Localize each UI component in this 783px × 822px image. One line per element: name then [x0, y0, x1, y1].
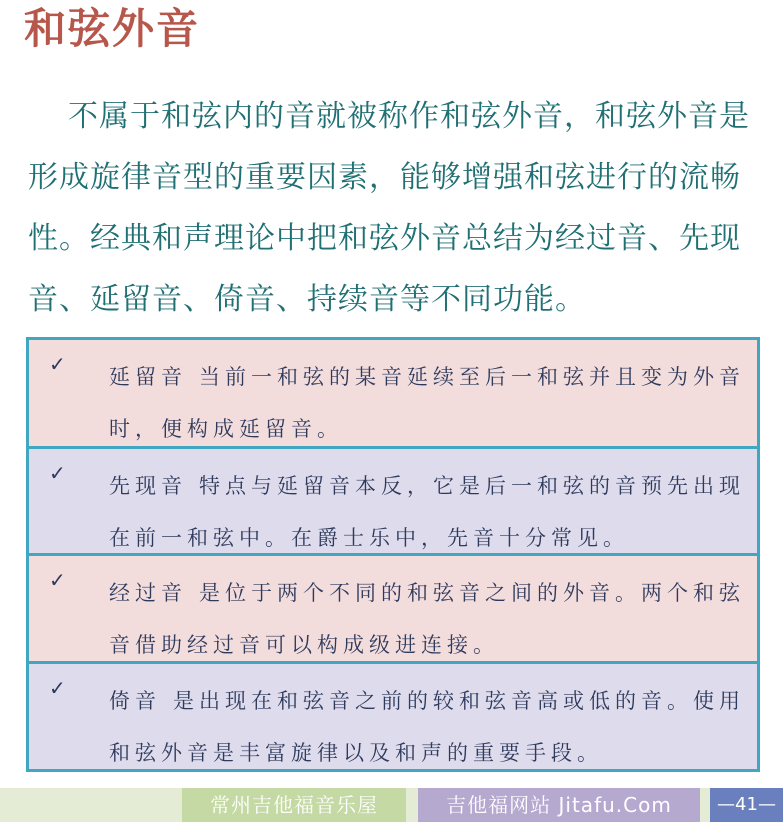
check-icon: ✓	[49, 676, 66, 700]
term-label: 先现音	[109, 474, 187, 498]
term-label: 延留音	[109, 365, 187, 389]
page-number: —41—	[710, 788, 783, 822]
list-item-appoggiatura	[29, 664, 757, 769]
intro-paragraph: 不属于和弦内的音就被称作和弦外音，和弦外音是形成旋律音型的重要因素，能够增强和弦进行的流畅性。经典和声理论中把和弦外音总结为经过音、先现音、延留音、倚音、持续音等不同功能。	[28, 99, 750, 317]
footer-site-name: 常州吉他福音乐屋	[182, 788, 406, 822]
term-description: 是位于两个不同的和弦音之间的外音。两个和弦音借助经过音可以构成级进连接。	[109, 581, 745, 657]
check-icon: ✓	[49, 568, 66, 592]
page-title: 和弦外音	[24, 4, 201, 53]
term-description: 特点与延留音本反，它是后一和弦的音预先出现在前一和弦中。在爵士乐中，先音十分常见。	[109, 474, 745, 550]
check-icon: ✓	[49, 352, 66, 376]
footer-site-url: 吉他福网站 Jitafu.Com	[418, 788, 700, 822]
list-item-suspension	[29, 340, 757, 449]
term-label: 经过音	[109, 581, 187, 605]
term-description: 是出现在和弦音之前的较和弦音高或低的音。使用和弦外音是丰富旋律以及和声的重要手段。	[109, 689, 745, 765]
check-icon: ✓	[49, 461, 66, 485]
term-label: 倚音	[109, 689, 161, 713]
term-description: 当前一和弦的某音延续至后一和弦并且变为外音时，便构成延留音。	[109, 365, 745, 441]
nonchord-tone-list	[26, 337, 760, 772]
list-item-anticipation	[29, 449, 757, 556]
list-item-passing-tone	[29, 556, 757, 664]
page-footer	[0, 788, 783, 822]
